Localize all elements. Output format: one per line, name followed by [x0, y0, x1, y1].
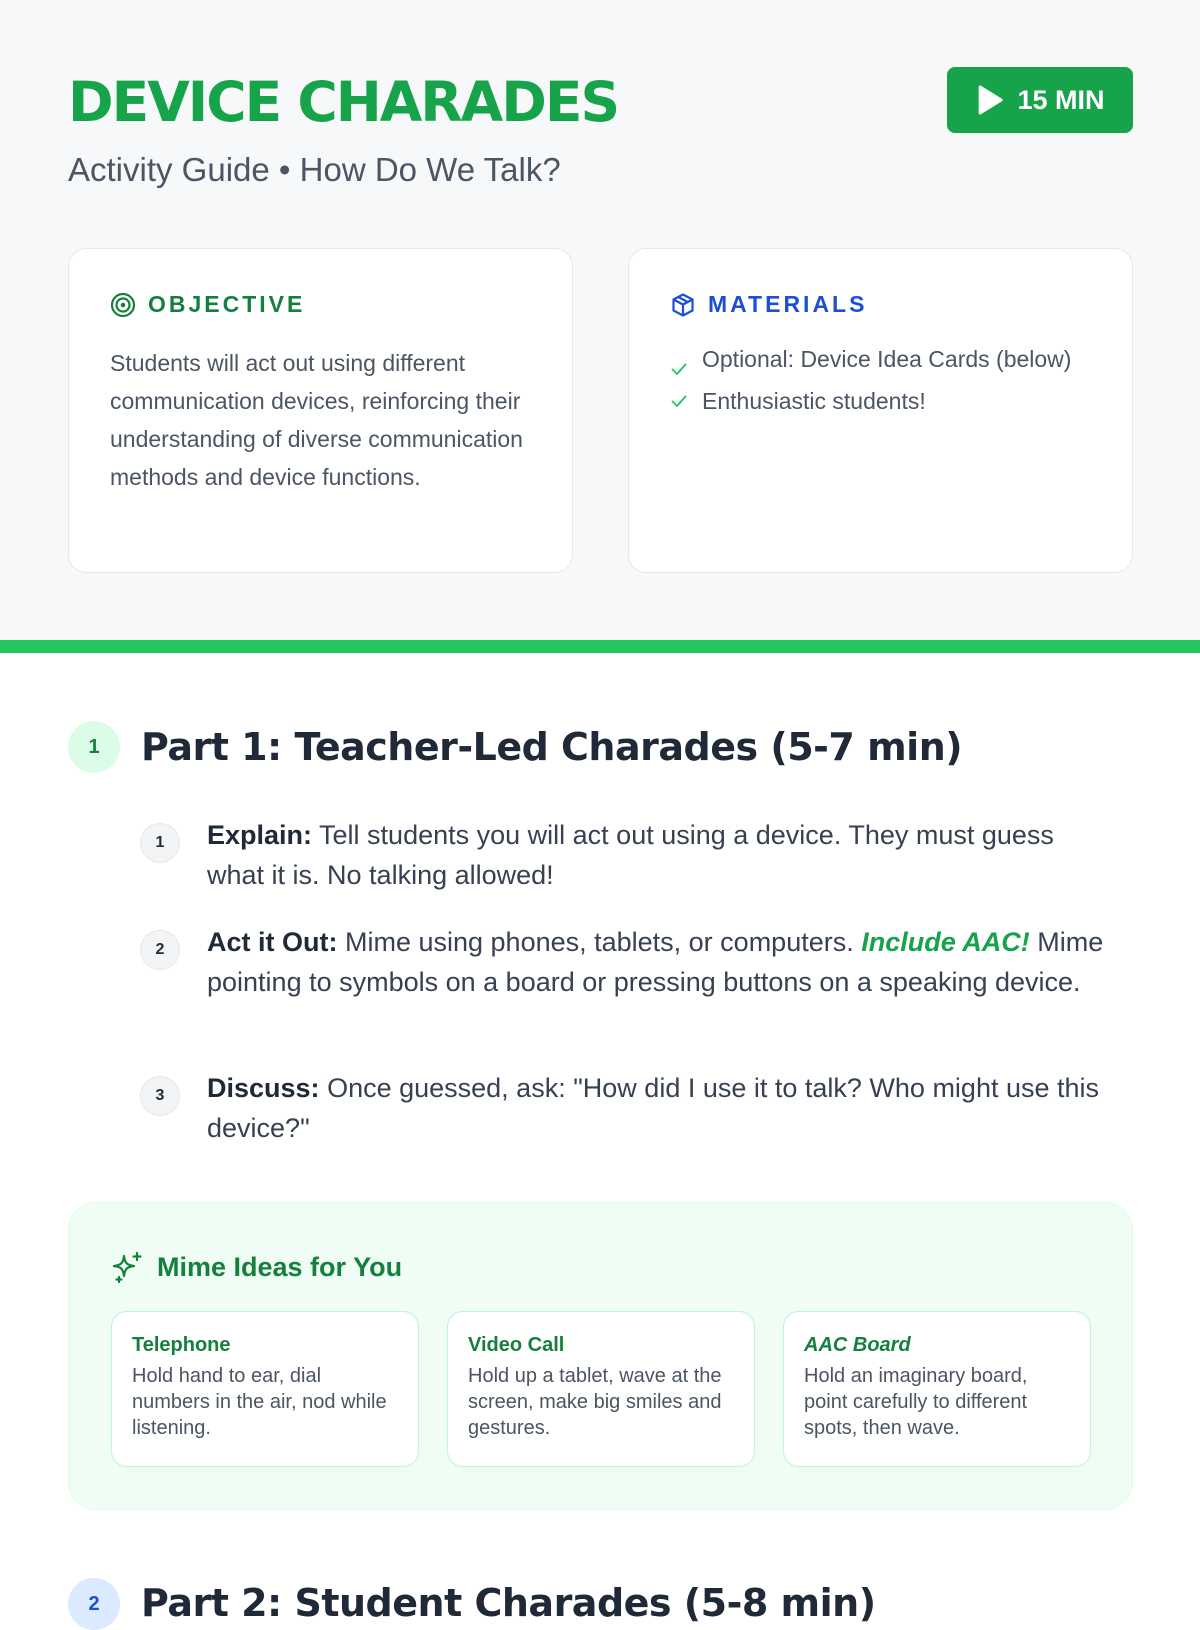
idea-card-title: Video Call	[468, 1334, 565, 1356]
step-label: Explain:	[207, 820, 313, 850]
step-body: Tell students you will act out using a device. They must guess what it is. No talking allowed!	[207, 820, 1054, 890]
idea-card	[447, 1311, 755, 1467]
step-label: Discuss:	[207, 1073, 320, 1103]
check-icon	[670, 360, 688, 378]
idea-card	[111, 1311, 419, 1467]
idea-card-title: AAC Board	[804, 1334, 911, 1356]
step-label: Act it Out:	[207, 927, 338, 957]
step-body-continued: Mime pointing to symbols on a board or pressing buttons on a speaking device.	[207, 927, 1104, 997]
play-icon	[975, 84, 1005, 116]
sparkles-icon	[111, 1250, 145, 1284]
mime-ideas-panel	[68, 1202, 1133, 1510]
materials-list	[670, 343, 1100, 425]
target-icon	[110, 292, 136, 318]
materials-card	[628, 248, 1133, 573]
box-icon	[670, 292, 696, 318]
step-highlight: Include AAC!	[861, 927, 1030, 957]
objective-heading-label: OBJECTIVE	[148, 291, 306, 317]
part-number-badge: 2	[68, 1578, 120, 1630]
step-body: Mime using phones, tablets, or computers.	[337, 927, 862, 957]
part-number-badge: 1	[68, 721, 120, 773]
step-text	[207, 815, 1112, 895]
materials-item	[670, 343, 1100, 378]
mime-ideas-heading	[111, 1250, 402, 1284]
idea-card-description: Hold up a tablet, wave at the screen, make big smiles and gestures.	[468, 1365, 722, 1439]
objective-heading	[110, 291, 305, 318]
duration-label: 15 MIN	[1017, 84, 1105, 115]
materials-item	[670, 385, 1100, 418]
idea-card	[783, 1311, 1091, 1467]
objective-card	[68, 248, 573, 573]
section-divider	[0, 640, 1200, 653]
part-title: Part 1: Teacher-Led Charades (5-7 min)	[141, 725, 963, 769]
objective-text: Students will act out using different communication devices, reinforcing their understanding of diverse communication methods and device functions.	[110, 350, 523, 490]
part-title: Part 2: Student Charades (5-8 min)	[141, 1581, 876, 1625]
materials-item-label: Optional: Device Idea Cards (below)	[702, 346, 1072, 372]
mime-ideas-heading-label: Mime Ideas for You	[157, 1251, 403, 1282]
materials-item-label: Enthusiastic students!	[702, 388, 926, 414]
step-number: 3	[140, 1076, 180, 1116]
check-icon	[670, 392, 688, 410]
idea-card-title: Telephone	[132, 1334, 231, 1356]
step-text	[207, 922, 1112, 1002]
idea-card-description: Hold an imaginary board, point carefully to different spots, then wave.	[804, 1365, 1028, 1439]
idea-card-description: Hold hand to ear, dial numbers in the air, nod while listening.	[132, 1365, 387, 1439]
step-number: 1	[140, 823, 180, 863]
duration-badge	[947, 67, 1133, 133]
materials-heading	[670, 291, 867, 318]
step-body: Once guessed, ask: "How did I use it to talk? Who might use this device?"	[207, 1073, 1100, 1143]
materials-heading-label: MATERIALS	[708, 291, 868, 317]
step-number: 2	[140, 930, 180, 970]
step-text	[207, 1068, 1112, 1148]
page-title: DEVICE CHARADES	[68, 70, 619, 134]
page-subtitle: Activity Guide • How Do We Talk?	[68, 151, 561, 188]
